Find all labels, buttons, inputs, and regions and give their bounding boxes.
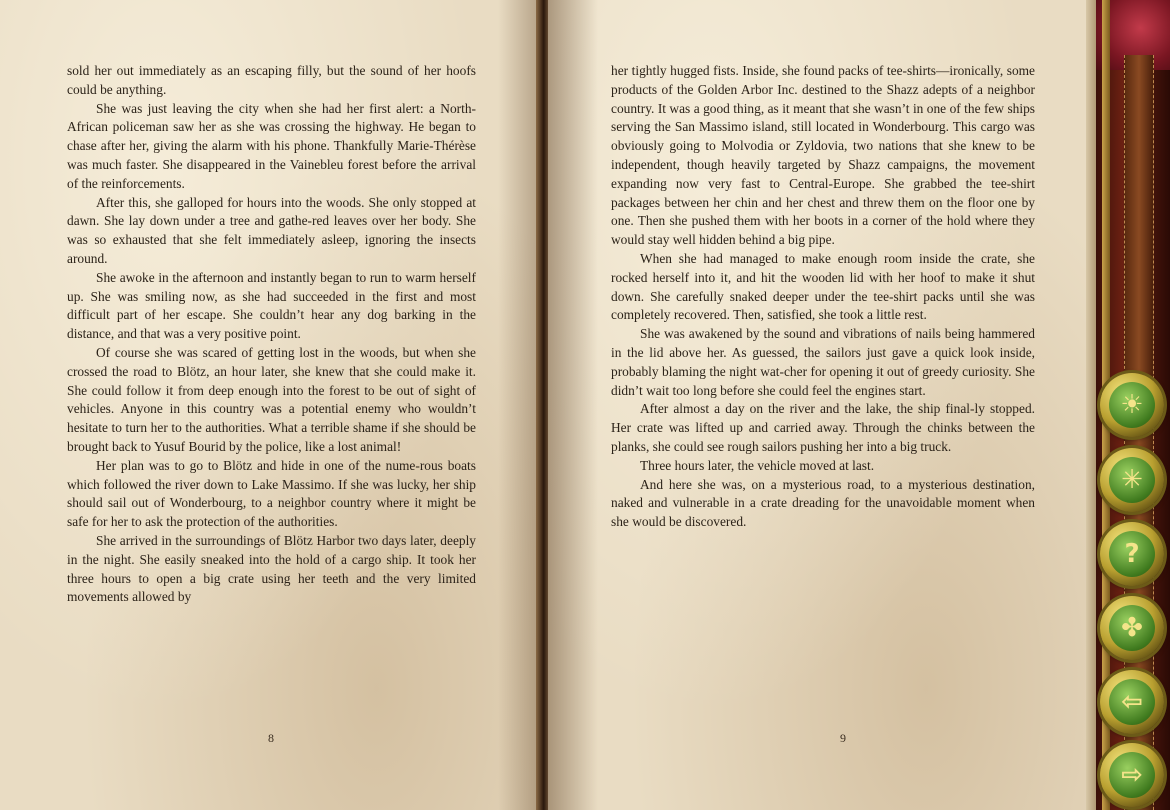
star-icon: ✳ xyxy=(1109,457,1155,503)
arrow-right-icon: ⇨ xyxy=(1109,752,1155,798)
paragraph: And here she was, on a mysterious road, to a mysterious destination, naked and vulnerable in a crate dreading for the unavoidable moment when she would be discovered. xyxy=(611,476,1035,530)
help-icon: ? xyxy=(1109,531,1155,577)
paragraph: After this, she galloped for hours into the woods. She only stopped at dawn. She lay down under a tree and gathe-red leaves over her body. She was so exhausted that she felt immediately asleep, ignoring the insects around. xyxy=(67,194,476,266)
arrow-left-icon: ⇦ xyxy=(1109,679,1155,725)
emblem-button[interactable] xyxy=(1100,596,1164,660)
previous-page-button[interactable] xyxy=(1100,670,1164,734)
left-page-text xyxy=(67,62,476,607)
paragraph: She awoke in the afternoon and instantly began to run to warm herself up. She was smiling now, as she had succeeded in the first and most difficult part of her escape. She couldn’t hear any dog barking in the distance, and that was a very positive point. xyxy=(67,269,476,342)
page-edge xyxy=(1086,0,1096,810)
page-number: 8 xyxy=(268,731,274,745)
paragraph: She was just leaving the city when she had her first alert: a North-African policeman saw her as she was crossing the highway. He began to chase after her, giving the alarm with his phone. Thankfully Marie-Thérèse was much faster. She disappeared in the Vainebleu forest before the arrival of the reinforcements. xyxy=(67,100,476,191)
paragraph: When she had managed to make enough room inside the crate, she rocked herself into it, and hit the wooden lid with her hoof to make it shut down. She carefully snaked deeper under the tee-shirt packs until she was completely recovered. Then, satisfied, she took a little rest. xyxy=(611,250,1035,323)
next-page-button[interactable] xyxy=(1100,743,1164,807)
paragraph: her tightly hugged fists. Inside, she found packs of tee-shirts—ironically, some products of the Golden Arbor Inc. destined to the Shazz adepts of a neighbor country. It was a good thing, as it meant that she wasn’t in one of the few ships serving the San Massimo island, still located in Wonderbourg. This cargo was obviously going to Molvodia or Zyldovia, two nations that she knew to be independent, though heavily targeted by Shazz campaigns, the movement expanding now very fast to Central-Europe. She grabbed the tee-shirt packages between her chin and her chest and threw them on the floor one by one. Then she pushed them with her boots in a corner of the hold where they would stay well hidden behind a big pipe. xyxy=(611,63,1035,248)
page-number: 9 xyxy=(840,731,846,745)
emblem-icon: ✤ xyxy=(1109,605,1155,651)
paragraph: sold her out immediately as an escaping filly, but the sound of her hoofs could be anything. xyxy=(67,63,476,97)
right-page xyxy=(548,0,1088,810)
paragraph: She was awakened by the sound and vibrations of nails being hammered in the lid above her. As guessed, the sailors just gave a quick look inside, probably blaming the night wat-cher for opening it out of greedy curiosity. She didn’t wait too long before she could feel the engines start. xyxy=(611,326,1035,398)
sun-button[interactable] xyxy=(1100,373,1164,437)
help-button[interactable] xyxy=(1100,522,1164,586)
paragraph: Of course she was scared of getting lost in the woods, but when she crossed the road to Blötz, an hour later, she knew that she could make it. She could follow it from deep enough into the forest to be out of sight of vehicles. Anyone in this country was a potential enemy who wouldn’t hesitate to turn her to the authorities. What a terrible shame if she should be brought back to Yusuf Bourid by the police, like a lost animal! xyxy=(67,344,476,454)
star-button[interactable] xyxy=(1100,448,1164,512)
paragraph: Her plan was to go to Blötz and hide in one of the nume-rous boats which followed the river down to Lake Massimo. If she was lucky, her ship should sail out of Wonderbourg, to a neighbor country where it might be safe for her to ask the protection of the authorities. xyxy=(67,457,476,530)
paragraph: She arrived in the surroundings of Blötz Harbor two days later, deeply in the night. She easily sneaked into the hold of a cargo ship. It took her three hours to open a big crate using her teeth and the very limited movements allowed by xyxy=(67,532,476,605)
paragraph: After almost a day on the river and the lake, the ship final-ly stopped. Her crate was lifted up and carried away. Through the chinks between the planks, she could see rough sailors pushing her into a big truck. xyxy=(611,401,1035,454)
left-page xyxy=(0,0,538,810)
right-page-text xyxy=(611,62,1035,532)
sun-icon: ☀ xyxy=(1109,382,1155,428)
paragraph: Three hours later, the vehicle moved at last. xyxy=(640,457,875,473)
